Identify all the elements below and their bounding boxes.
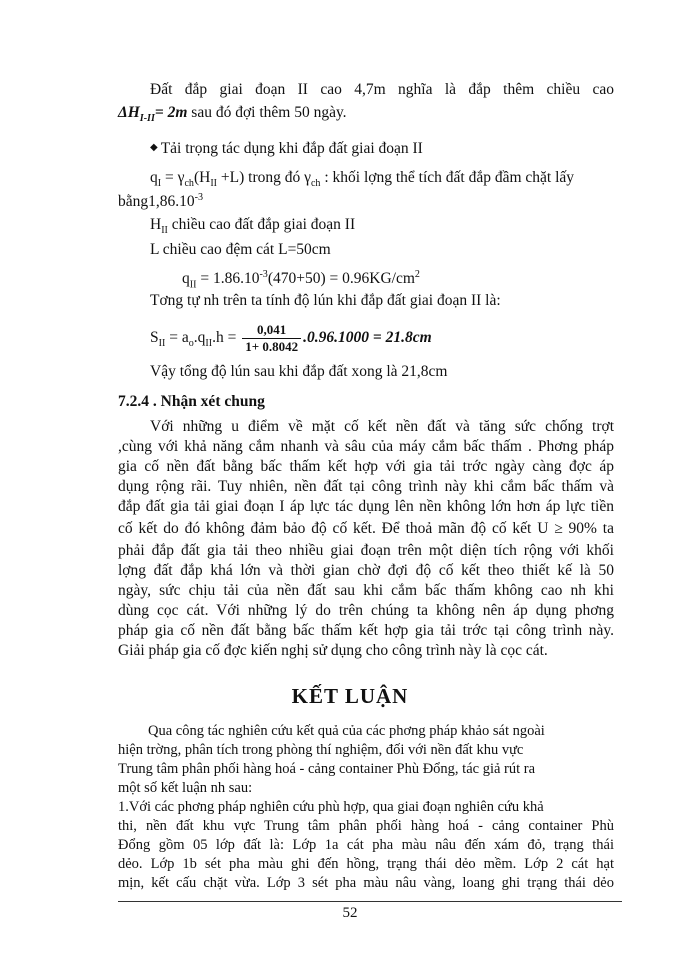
text-line-3 — [150, 138, 423, 159]
conclusion-line-1: Qua công tác nghiên cứu kết quả của các phơng pháp khảo sát ngoài — [148, 723, 545, 739]
paragraph-line-8: lợng đất đắp khá lớn và thời gian chờ đợi độ cố kết theo thiết kế là 50 — [118, 562, 614, 579]
formula-part-a-subscript: o — [188, 338, 194, 350]
formula-part-a: = a — [165, 329, 189, 346]
symbol-q-ii-subscript: II — [189, 279, 197, 291]
formula-part-q-subscript: II — [205, 338, 213, 350]
text-line-4-rest: : khối lợng thể tích đất đắp đầm chặt lấy — [320, 169, 575, 186]
conclusion-line-3: Trung tâm phân phối hàng hoá - cảng container Phù Đổng, tác giả rút ra — [118, 761, 536, 777]
text-line-5 — [118, 188, 203, 212]
formula-part-h: .h = — [212, 329, 237, 346]
settlement-formula — [150, 320, 432, 362]
formula-delta-h: ΔH — [118, 104, 140, 121]
symbol-h: (H — [193, 169, 211, 186]
conclusion-line-9: mịn, kết cấu chặt vừa. Lớp 3 sét pha màu nâu vàng, loang ghi trạng thái dẻo — [118, 875, 614, 891]
conclusion-title: KẾT LUẬN — [291, 684, 409, 708]
paragraph-line-12: Giải pháp gia cố đợc kiến nghị sử dụng cho công trình này là cọc cát. — [118, 642, 548, 659]
formula-part-q: .q — [193, 329, 206, 346]
formula-delta-h-value: = 2m — [154, 104, 188, 121]
text-line-8-result: (470+50) = 0.96KG/cm — [267, 270, 415, 288]
paragraph-line-5: đắp đất gia tải giai đoạn I áp lực tác dụng lên nền không lớn hơn áp lực tiền — [118, 498, 614, 515]
symbol-s: S — [150, 329, 159, 346]
text-line-8-unit-exponent: 2 — [414, 269, 420, 280]
text-line-1: Đất đắp giai đoạn II cao 4,7m nghĩa là đắp thêm chiều cao — [150, 81, 614, 98]
text-line-8-exponent: -3 — [259, 269, 268, 280]
text-line-4-middle: +L) trong đó γ — [217, 169, 311, 186]
paragraph-line-3: gia cố nền đất bằng bấc thấm kết hợp với gia tải trớc ngày càng đợc áp — [118, 458, 614, 475]
symbol-q-subscript: I — [157, 178, 162, 190]
paragraph-line-9: ngày, sức chịu tải của nền đất sau khi cắm bấc thấm không cao nh khi — [118, 582, 614, 599]
conclusion-line-7: Đổng gồm 05 lớp đất là: Lớp 1a cát pha màu nâu đến xám đỏ, trạng thái — [118, 837, 614, 853]
text-line-6 — [150, 215, 355, 241]
text-line-5-value: bằng1,86.10 — [118, 193, 195, 211]
fraction-numerator: 0,041 — [242, 322, 301, 339]
paragraph-line-6: cố kết do đó không đảm bảo độ cố kết. Để thoả mãn độ cố kết U ≥ 90% ta — [118, 520, 614, 537]
conclusion-line-5: 1.Với các phơng pháp nghiên cứu phù hợp, qua giai đoạn nghiên cứu khả — [118, 799, 544, 815]
paragraph-line-11: pháp gia cố nền đất bằng bấc thấm kết hợp gia tải trớc tại công trình này. — [118, 622, 614, 639]
symbol-q-ii: q — [182, 270, 190, 288]
symbol-gamma: = γ — [161, 169, 185, 186]
fraction-denominator: 1+ 0.8042 — [245, 338, 299, 354]
symbol-h-subscript: II — [210, 178, 218, 190]
paragraph-line-10: dùng cọc cát. Với những lý do trên chúng ta không nên áp dụng phơng — [118, 602, 614, 619]
text-line-3-label: Tải trọng tác dụng khi đắp đất giai đoạn II — [160, 140, 423, 157]
conclusion-line-6: thi, nền đất khu vực Trung tâm phân phối hàng hoá - cảng container Phù — [118, 818, 614, 834]
diamond-bullet-icon: ◆ — [150, 142, 158, 153]
paragraph-line-4: dụng rộng rãi. Tuy nhiên, nền đất tại công trình này khi cắm bấc thấm và — [118, 478, 614, 495]
symbol-h-ii: H — [150, 216, 162, 233]
text-line-9: Tơng tự nh trên ta tính độ lún khi đắp đất giai đoạn II là: — [150, 292, 501, 309]
text-line-2 — [118, 103, 347, 129]
section-heading: 7.2.4 . Nhận xét chung — [118, 393, 265, 410]
text-line-11: Vậy tổng độ lún sau khi đắp đất xong là 21,8cm — [150, 363, 448, 380]
footer-divider — [118, 901, 622, 902]
paragraph-line-2: ,cùng với khả năng cắm nhanh và sâu của máy cắm bấc thấm . Phơng pháp — [118, 438, 614, 455]
text-line-4 — [150, 168, 574, 194]
text-line-8-factor: = 1.86.10 — [196, 270, 260, 288]
symbol-q: q — [150, 169, 158, 186]
paragraph-line-7: phải đắp đất gia tải theo nhiều giai đoạn trên một diện tích rộng với khối — [118, 542, 614, 559]
paragraph-line-1: Với những u điểm về mặt cố kết nền đất và tăng sức chống trợt — [150, 418, 614, 435]
page-number: 52 — [342, 905, 358, 921]
text-line-2-rest: sau đó đợi thêm 50 ngày. — [187, 104, 347, 121]
conclusion-line-8: dẻo. Lớp 1b sét pha màu ghi đến hồng, trạng thái dẻo mềm. Lớp 2 cát hạt — [118, 856, 614, 872]
conclusion-line-4: một số kết luận nh sau: — [118, 780, 253, 796]
text-line-5-exponent: -3 — [194, 192, 204, 203]
formula-result: .0.96.1000 = 21.8cm — [303, 329, 432, 346]
symbol-gamma-subscript: ch — [184, 178, 194, 190]
conclusion-line-2: hiện trờng, phân tích trong phòng thí nghiệm, đối với nền đất khu vực — [118, 742, 524, 758]
formula-fraction — [242, 322, 301, 355]
symbol-h-ii-subscript: II — [161, 225, 168, 237]
symbol-gamma-subscript-2: ch — [310, 178, 321, 190]
symbol-s-subscript: II — [158, 338, 166, 350]
formula-delta-h-subscript: I-II — [139, 113, 155, 125]
text-line-7: L chiều cao đệm cát L=50cm — [150, 241, 331, 258]
text-line-6-rest: chiều cao đất đắp giai đoạn II — [167, 216, 356, 233]
